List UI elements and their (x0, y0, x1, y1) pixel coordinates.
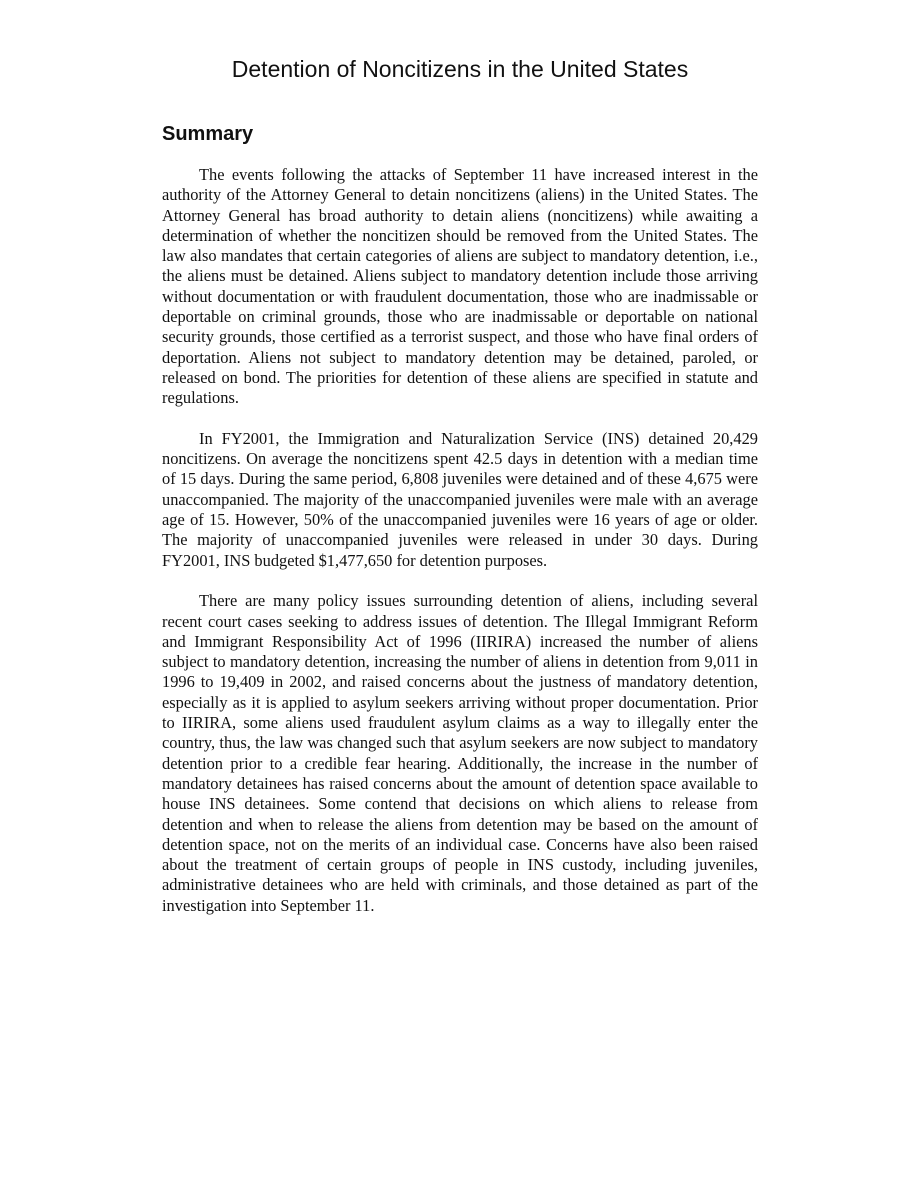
document-title: Detention of Noncitizens in the United States (231, 56, 689, 82)
summary-paragraph-1: The events following the attacks of September 11 have increased interest in the authority of the Attorney General to detain noncitizens (aliens) in the United States. The Attorney General has broad authority to detain aliens (noncitizens) while awaiting a determination of whether the noncitizen should be removed from the United States. The law also mandates that certain categories of aliens are subject to mandatory detention, i.e., the aliens must be detained. Aliens subject to mandatory detention include those arriving without documentation or with fraudulent documentation, those who are inadmissable or deportable on criminal grounds, those who are inadmissable or deportable on national security grounds, those certified as a terrorist suspect, and those who have final orders of deportation. Aliens not subject to mandatory detention may be detained, paroled, or released on bond. The priorities for detention of these aliens are specified in statute and regulations. (162, 165, 758, 408)
summary-paragraph-3: There are many policy issues surrounding detention of aliens, including several recent court cases seeking to address issues of detention. The Illegal Immigrant Reform and Immigrant Responsibility Act of 1996 (IIRIRA) increased the number of aliens subject to mandatory detention, increasing the number of aliens in detention from 9,011 in 1996 to 19,409 in 2002, and raised concerns about the justness of mandatory detention, especially as it is applied to asylum seekers arriving without proper documentation. Prior to IIRIRA, some aliens used fraudulent asylum claims as a way to illegally enter the country, thus, the law was changed such that asylum seekers are now subject to mandatory detention prior to a credible fear hearing. Additionally, the increase in the number of mandatory detainees has raised concerns about the amount of detention space available to house INS detainees. Some contend that decisions on which aliens to release from detention and when to release the aliens from detention may be based on the amount of detention space, not on the merits of an individual case. Concerns have also been raised about the treatment of certain groups of people in INS custody, including juveniles, administrative detainees who are held with criminals, and those detained as part of the investigation into September 11. (162, 591, 758, 915)
summary-paragraph-2: In FY2001, the Immigration and Naturalization Service (INS) detained 20,429 noncitizens. On average the noncitizens spent 42.5 days in detention with a median time of 15 days. During the same period, 6,808 juveniles were detained and of these 4,675 were unaccompanied. The majority of the unaccompanied juveniles were male with an average age of 15. However, 50% of the unaccompanied juveniles were 16 years of age or older. The majority of unaccompanied juveniles were released in under 30 days. During FY2001, INS budgeted $1,477,650 for detention purposes. (162, 428, 758, 570)
section-heading-summary: Summary (162, 123, 254, 145)
summary-body (162, 165, 758, 936)
